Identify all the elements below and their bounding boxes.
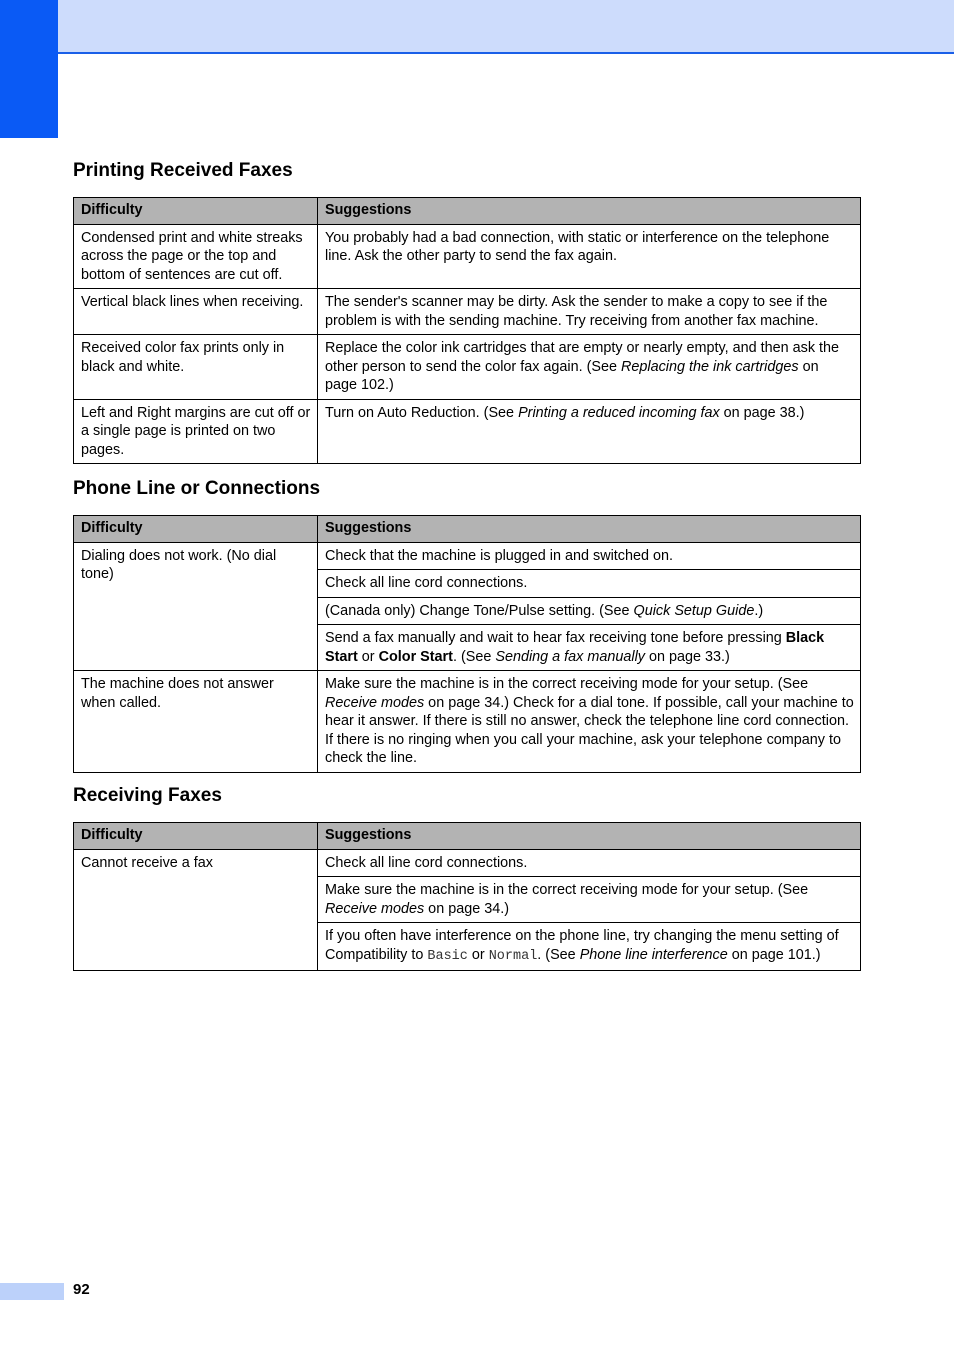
table-row (74, 399, 861, 464)
difficulty-cell: Condensed print and white streaks across the page or the top and bottom of sentences are cut off. (74, 224, 318, 289)
difficulty-cell: Left and Right margins are cut off or a single page is printed on two pages. (74, 399, 318, 464)
suggestion-text: on page 102.) (325, 358, 819, 393)
column-header-suggestions: Suggestions (318, 198, 861, 225)
menu-setting-normal: Normal (488, 948, 538, 964)
suggestion-text: (Canada only) Change Tone/Pulse setting. (See (325, 602, 634, 619)
cross-reference-link[interactable]: Printing a reduced incoming fax (518, 404, 720, 421)
suggestion-cell: Check that the machine is plugged in and switched on. (318, 542, 861, 570)
troubleshooting-table-printing (73, 197, 861, 464)
table-row (74, 224, 861, 289)
troubleshooting-table-receiving (73, 822, 861, 971)
suggestion-cell: The sender's scanner may be dirty. Ask the sender to make a copy to see if the problem is with the sending machine. Try receiving from another fax machine. (318, 289, 861, 335)
suggestion-cell (318, 399, 861, 464)
suggestion-cell (318, 671, 861, 773)
key-name-color-start: Color Start (378, 648, 453, 665)
footer-accent-bar (0, 1283, 64, 1300)
cross-reference-link[interactable]: Receive modes (325, 694, 425, 711)
table-row (74, 335, 861, 400)
menu-setting-basic: Basic (427, 948, 468, 964)
suggestion-text: Send a fax manually and wait to hear fax receiving tone before pressing (325, 630, 786, 646)
suggestion-text: on page 38.) (719, 404, 805, 421)
suggestion-cell (318, 335, 861, 400)
cross-reference-link[interactable]: Sending a fax manually (495, 648, 645, 665)
difficulty-cell: Dialing does not work. (No dial tone) (74, 542, 318, 671)
section-title-phone-line-or-connections: Phone Line or Connections (73, 478, 321, 499)
suggestion-cell (318, 625, 861, 671)
column-header-suggestions: Suggestions (318, 516, 861, 543)
suggestion-text: or (467, 946, 489, 963)
cross-reference-link[interactable]: Quick Setup Guide (633, 602, 755, 619)
table-row (74, 671, 861, 773)
suggestion-text: If you often have interference on the phone line, try changing the menu setting of Compatibility to (325, 928, 839, 963)
column-header-difficulty: Difficulty (74, 516, 318, 543)
suggestion-text: . (See (452, 648, 496, 665)
suggestion-cell: You probably had a bad connection, with static or interference on the telephone line. Ask the other party to send the fax again. (318, 224, 861, 289)
table-row (74, 849, 861, 877)
page-number: 92 (73, 1281, 90, 1298)
section-title-receiving-faxes: Receiving Faxes (73, 785, 222, 806)
suggestion-text: . (See (537, 946, 580, 963)
column-header-difficulty: Difficulty (74, 823, 318, 850)
cross-reference-link[interactable]: Replacing the ink cartridges (621, 358, 799, 375)
table-header-row (74, 516, 861, 543)
suggestion-cell: Check all line cord connections. (318, 570, 861, 598)
page-header-band (58, 0, 954, 54)
suggestion-text: on page 34.) Check for a dial tone. If possible, call your machine to hear it answer. If there is still no answer, check the telephone line cord connection. If there is no ringing when you call your machine, ask your telephone company to check the line. (325, 694, 854, 766)
suggestion-text: Replace the color ink cartridges that are empty or nearly empty, and then ask the other person to send the color fax again. (See (325, 340, 840, 375)
chapter-side-tab (0, 0, 58, 138)
cross-reference-link[interactable]: Phone line interference (579, 946, 728, 963)
column-header-suggestions: Suggestions (318, 823, 861, 850)
difficulty-cell: The machine does not answer when called. (74, 671, 318, 773)
difficulty-cell: Cannot receive a fax (74, 849, 318, 971)
difficulty-cell: Received color fax prints only in black and white. (74, 335, 318, 400)
suggestion-text: on page 34.) (424, 900, 509, 917)
suggestion-cell (318, 877, 861, 923)
suggestion-text: on page 101.) (727, 946, 821, 963)
table-row (74, 542, 861, 570)
cross-reference-link[interactable]: Receive modes (325, 900, 425, 917)
suggestion-cell (318, 923, 861, 971)
suggestion-text: Make sure the machine is in the correct receiving mode for your setup. (See (325, 882, 809, 898)
table-header-row (74, 823, 861, 850)
column-header-difficulty: Difficulty (74, 198, 318, 225)
suggestion-text: .) (754, 602, 764, 619)
table-header-row (74, 198, 861, 225)
suggestion-cell (318, 597, 861, 625)
table-row (74, 289, 861, 335)
suggestion-text: Make sure the machine is in the correct receiving mode for your setup. (See (325, 676, 809, 692)
suggestion-text: Turn on Auto Reduction. (See (325, 404, 519, 421)
key-name-black-start: Black Start (325, 630, 825, 665)
troubleshooting-table-phone-line (73, 515, 861, 773)
suggestion-cell: Check all line cord connections. (318, 849, 861, 877)
difficulty-cell: Vertical black lines when receiving. (74, 289, 318, 335)
suggestion-text: or (357, 648, 379, 665)
suggestion-text: on page 33.) (644, 648, 730, 665)
section-title-printing-received-faxes: Printing Received Faxes (73, 160, 293, 181)
